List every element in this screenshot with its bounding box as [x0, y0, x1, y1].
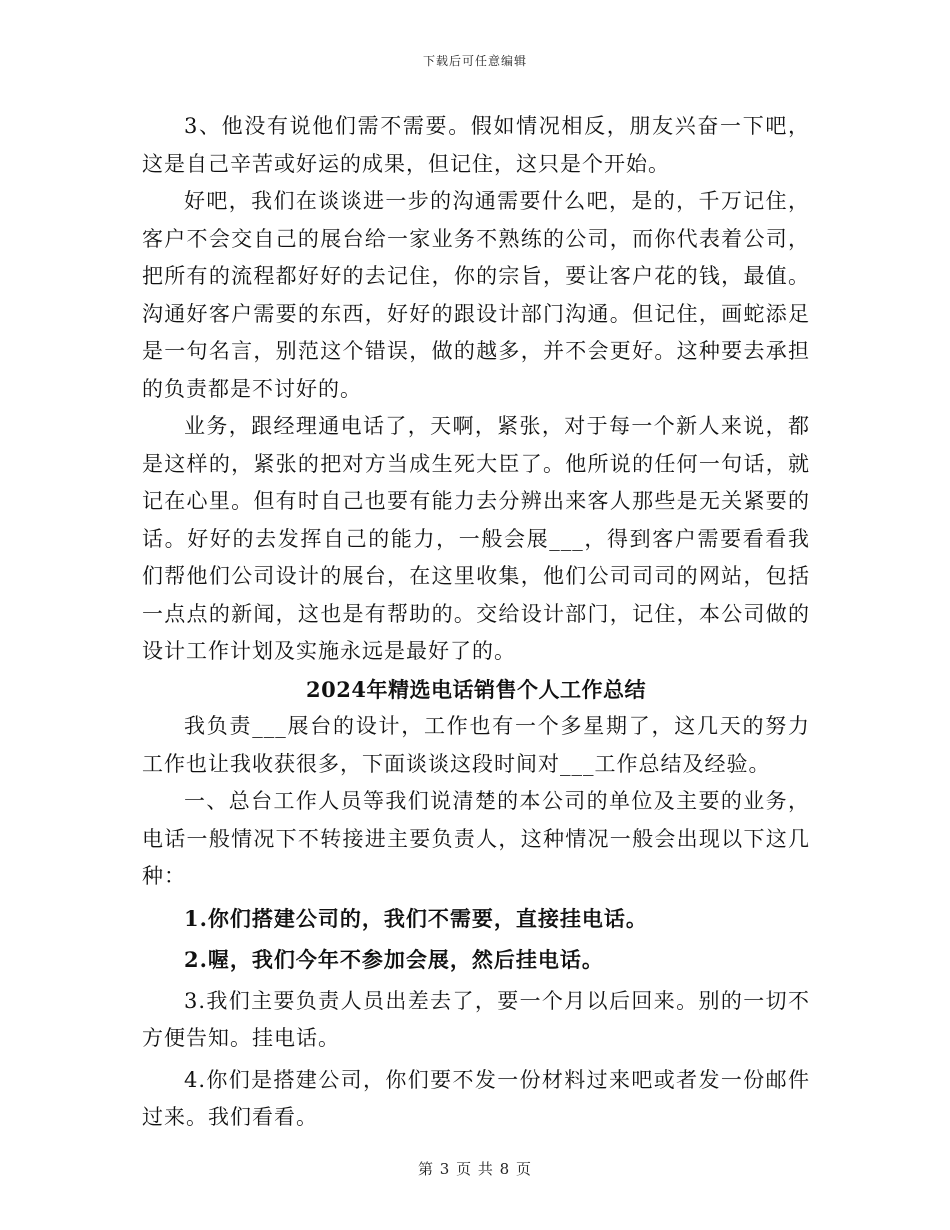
list-item-1: 1.你们搭建公司的，我们不需要，直接挂电话。: [184, 905, 648, 931]
paragraph-3: 业务，跟经理通电话了，天啊，紧张，对于每一个新人来说，都是这样的，紧张的把对方当成生死大臣了。他所说的任何一句话，就记在心里。但有时自己也要有能力去分辨出来客人那些是无关紧要的话。好好的去发挥自己的能力，一般会展___，得到客户需要看看我们帮他们公司设计的展台，在这里收集，他们公司司司的网站，包括一点点的新闻，这也是有帮助的。交给设计部门，记住，本公司做的设计工作计划及实施永远是最好了的。: [142, 414, 810, 663]
document-body: [142, 108, 810, 1137]
page-header: 下载后可任意编辑: [422, 54, 527, 68]
paragraph-2: 好吧，我们在谈谈进一步的沟通需要什么吧，是的，千万记住，客户不会交自己的展台给一家业务不熟练的公司，而你代表着公司，把所有的流程都好好的去记住，你的宗旨，要让客户花的钱，最值。沟通好客户需要的东西，好好的跟设计部门沟通。但记住，画蛇添足是一句名言，别范这个错误，做的越多，并不会更好。这种要去承担的负责都是不讨好的。: [142, 189, 810, 401]
paragraph-4: 我负责___展台的设计，工作也有一个多星期了，这几天的努力工作也让我收获很多，下面谈谈这段时间对___工作总结及经验。: [142, 714, 810, 776]
paragraph-5: 一、总台工作人员等我们说清楚的本公司的单位及主要的业务，电话一般情况下不转接进主要负责人，这种情况一般会出现以下这几种：: [142, 789, 810, 888]
paragraph-1: 3、他没有说他们需不需要。假如情况相反，朋友兴奋一下吧，这是自己辛苦或好运的成果，但记住，这只是个开始。: [142, 114, 810, 176]
list-item-4: 4.你们是搭建公司，你们要不发一份材料过来吧或者发一份邮件过来。我们看看。: [142, 1067, 810, 1129]
page-footer: 第 3 页 共 8 页: [418, 1160, 532, 1178]
list-item-3: 3.我们主要负责人员出差去了，要一个月以后回来。别的一切不方便告知。挂电话。: [142, 988, 810, 1050]
section-title: 2024年精选电话销售个人工作总结: [306, 676, 646, 702]
list-item-2: 2.喔，我们今年不参加会展，然后挂电话。: [184, 947, 604, 972]
